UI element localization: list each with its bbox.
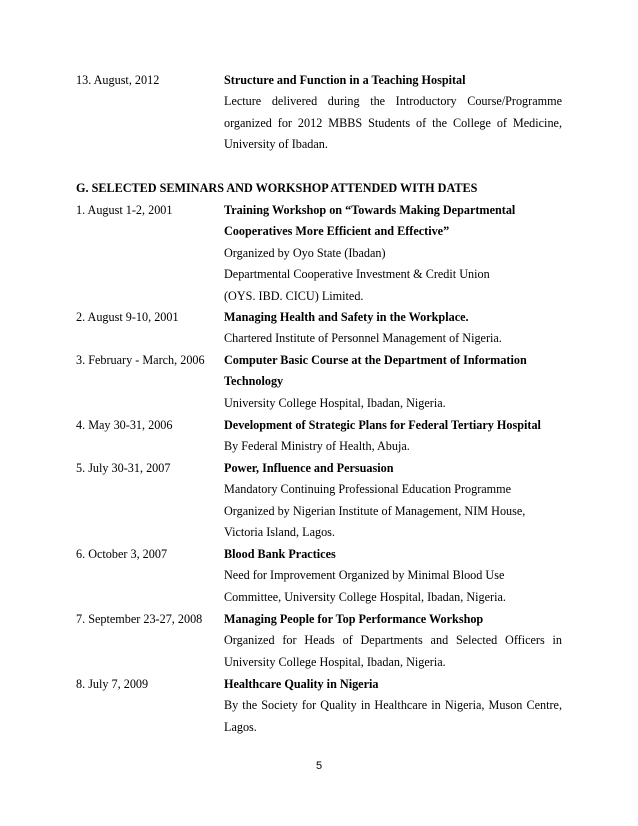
entry-body xyxy=(224,544,562,608)
seminar-entry-7 xyxy=(76,609,562,673)
entry-title: Power, Influence and Persuasion xyxy=(224,461,394,475)
seminar-entry-2 xyxy=(76,307,562,350)
entry-date: 5. July 30-31, 2007 xyxy=(76,461,171,475)
entry-line: Organized for Heads of Departments and Selected Officers in xyxy=(224,633,562,648)
entry-title: Training Workshop on “Towards Making Departmental xyxy=(224,203,516,217)
entry-date: 3. February - March, 2006 xyxy=(76,353,205,367)
entry-line: Lecture delivered during the Introductory Course/Programme xyxy=(224,94,562,109)
entry-title: Computer Basic Course at the Department of Information xyxy=(224,353,527,367)
seminar-entry-1 xyxy=(76,200,562,307)
entry-body xyxy=(224,609,562,673)
entry-title: Blood Bank Practices xyxy=(224,547,336,561)
seminar-entry-6 xyxy=(76,544,562,608)
entry-body xyxy=(224,307,562,350)
section-heading: G. SELECTED SEMINARS AND WORKSHOP ATTENDED WITH DATES xyxy=(76,181,478,195)
entry-date: 2. August 9-10, 2001 xyxy=(76,310,179,324)
entry-date: 7. September 23-27, 2008 xyxy=(76,612,203,626)
entry-line: Committee, University College Hospital, Ibadan, Nigeria. xyxy=(224,589,506,604)
entry-title: Healthcare Quality in Nigeria xyxy=(224,677,379,691)
entry-date: 6. October 3, 2007 xyxy=(76,547,168,561)
entry-line: Victoria Island, Lagos. xyxy=(224,525,335,540)
seminar-entry-3 xyxy=(76,350,562,414)
seminar-entry-4 xyxy=(76,415,562,458)
entry-line: Chartered Institute of Personnel Management of Nigeria. xyxy=(224,331,502,346)
entry-title: Cooperatives More Efficient and Effective” xyxy=(224,224,450,239)
entry-date: 1. August 1-2, 2001 xyxy=(76,203,173,217)
entry-line: Need for Improvement Organized by Minimal Blood Use xyxy=(224,568,505,583)
entry-line: Departmental Cooperative Investment & Credit Union xyxy=(224,267,490,282)
entry-title: Structure and Function in a Teaching Hospital xyxy=(224,73,466,87)
seminar-entry-5 xyxy=(76,458,562,544)
entry-date: 4. May 30-31, 2006 xyxy=(76,418,173,432)
entry-body xyxy=(224,200,562,307)
entry-title: Managing People for Top Performance Workshop xyxy=(224,612,484,626)
entry-date: 13. August, 2012 xyxy=(76,73,160,87)
entry-line: University College Hospital, Ibadan, Nigeria. xyxy=(224,395,446,410)
entry-line: organized for 2012 MBBS Students of the College of Medicine, xyxy=(224,115,562,130)
entry-body xyxy=(224,350,562,414)
entry-lecture-2012 xyxy=(76,70,562,156)
entry-date: 8. July 7, 2009 xyxy=(76,677,149,691)
entry-line: Organized by Oyo State (Ibadan) xyxy=(224,245,386,260)
page-number: 5 xyxy=(315,760,323,772)
entry-line: By the Society for Quality in Healthcare in Nigeria, Muson Centre, xyxy=(224,698,562,713)
entry-body xyxy=(224,674,562,738)
entry-body xyxy=(224,70,562,156)
entry-line: Mandatory Continuing Professional Education Programme xyxy=(224,482,512,497)
entry-line: (OYS. IBD. CICU) Limited. xyxy=(224,288,364,303)
entry-line: By Federal Ministry of Health, Abuja. xyxy=(224,439,410,454)
entry-line: Organized by Nigerian Institute of Management, NIM House, xyxy=(224,503,526,518)
entry-title: Technology xyxy=(224,374,284,389)
seminar-entry-8 xyxy=(76,674,562,738)
entry-title: Managing Health and Safety in the Workplace. xyxy=(224,310,469,324)
entry-body xyxy=(224,458,562,544)
entry-body xyxy=(224,415,562,458)
entry-title: Development of Strategic Plans for Federal Tertiary Hospital xyxy=(224,418,541,432)
entry-line: University College Hospital, Ibadan, Nigeria. xyxy=(224,654,446,669)
entry-line: Lagos. xyxy=(224,719,257,734)
entry-line: University of Ibadan. xyxy=(224,137,328,152)
